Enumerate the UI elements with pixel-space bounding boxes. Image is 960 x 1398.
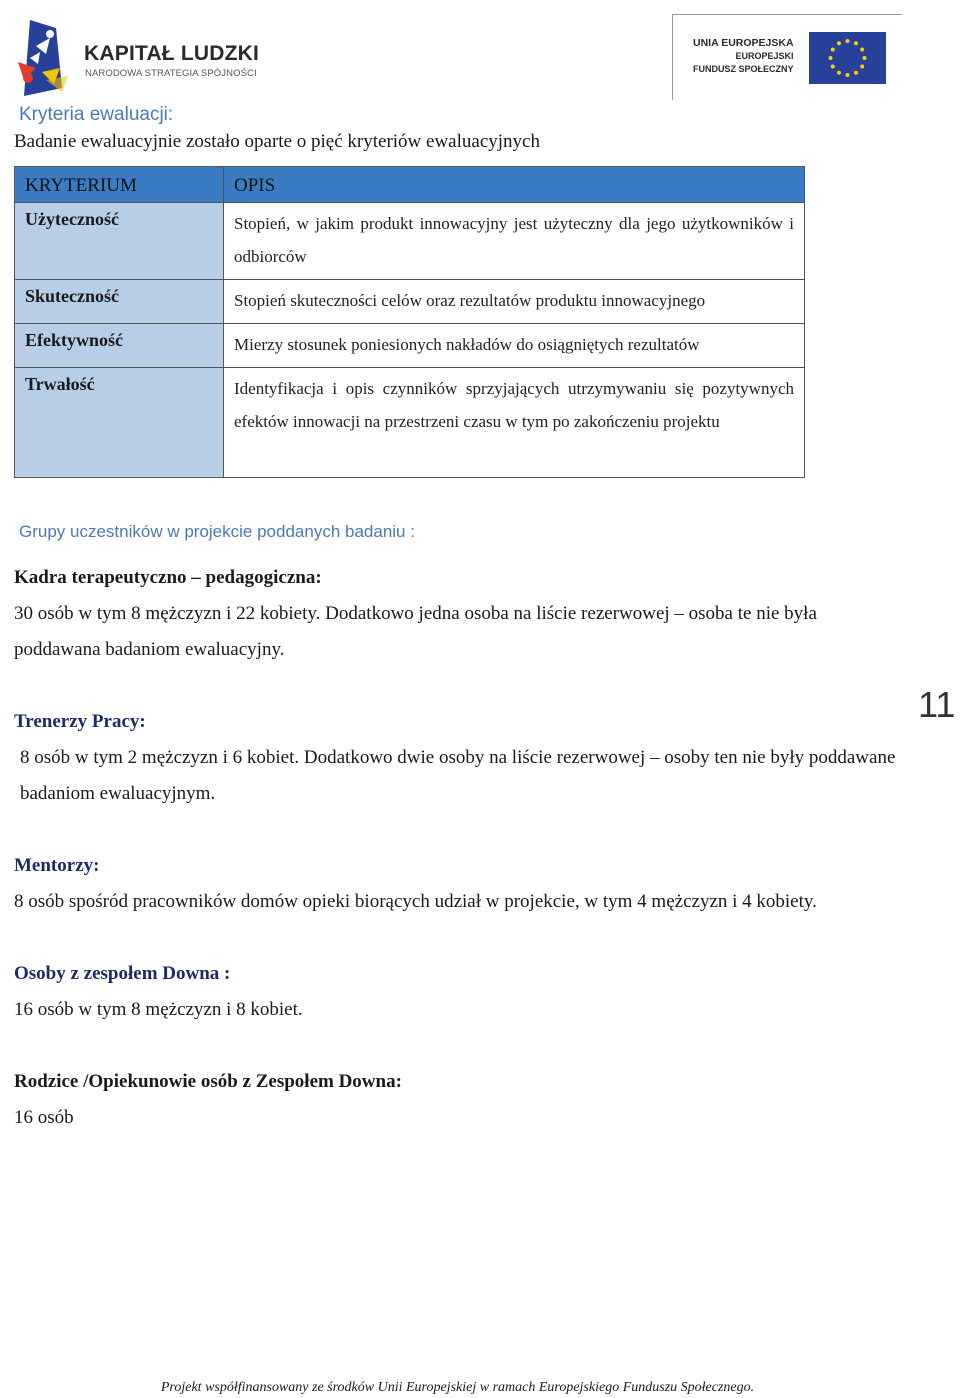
- table-row: [15, 368, 805, 478]
- eu-flag-icon: [809, 32, 886, 84]
- page-header: [0, 0, 960, 100]
- groups-heading: Grupy uczestników w projekcie poddanych badaniu :: [19, 522, 415, 541]
- kapital-ludzki-emblem-icon: [16, 18, 82, 98]
- eu-logo-text: [693, 37, 794, 76]
- criterion-name: Skuteczność: [15, 280, 224, 324]
- criterion-description: Stopień skuteczności celów oraz rezultatów produktu innowacyjnego: [224, 280, 805, 324]
- criteria-table: [14, 166, 805, 478]
- criteria-intro: Badanie ewaluacyjnie zostało oparte o pięć kryteriów ewaluacyjnych: [14, 131, 540, 152]
- table-row: [15, 324, 805, 368]
- header-opis: OPIS: [224, 167, 805, 203]
- criterion-description: Mierzy stosunek poniesionych nakładów do osiągniętych rezultatów: [224, 324, 805, 368]
- criterion-name: Efektywność: [15, 324, 224, 368]
- kapital-ludzki-title: KAPITAŁ LUDZKI: [84, 42, 260, 65]
- group-text-kadra: 30 osób w tym 8 mężczyzn i 22 kobiety. Dodatkowo jedna osoba na liście rezerwowej – osoba te nie była poddawana badaniom ewaluacyjny.: [14, 603, 817, 660]
- group-text-mentorzy: 8 osób spośród pracowników domów opieki biorących udział w projekcie, w tym 4 mężczyzn i 4 kobiety.: [14, 891, 817, 912]
- footer-note: Projekt współfinansowany ze środków Unii Europejskiej w ramach Europejskiego Funduszu Społecznego.: [160, 1380, 755, 1395]
- eu-logo-line2: EUROPEJSKI: [735, 51, 794, 61]
- criterion-name: Użyteczność: [15, 203, 224, 280]
- table-row: [15, 203, 805, 280]
- criteria-heading: Kryteria ewaluacji:: [19, 104, 174, 125]
- criterion-description: Identyfikacja i opis czynników sprzyjających utrzymywaniu się pozytywnych efektów innowacji na przestrzeni czasu w tym po zakończeniu projektu: [224, 368, 805, 478]
- group-label-kadra: Kadra terapeutyczno – pedagogiczna:: [14, 567, 322, 588]
- group-text-trenerzy: 8 osób w tym 2 mężczyzn i 6 kobiet. Dodatkowo dwie osoby na liście rezerwowej – osoby ten nie były poddawane badaniom ewaluacyjnym.: [20, 747, 896, 804]
- group-text-rodzice: 16 osób: [14, 1107, 74, 1128]
- criterion-description: Stopień, w jakim produkt innowacyjny jest użyteczny dla jego użytkowników i odbiorców: [224, 203, 805, 280]
- kapital-ludzki-logo: [16, 18, 266, 98]
- eu-efs-logo: [672, 14, 902, 100]
- group-text-osoby-downa: 16 osób w tym 8 mężczyzn i 8 kobiet.: [14, 999, 303, 1020]
- criterion-name: Trwałość: [15, 368, 224, 478]
- table-header-row: [15, 167, 805, 203]
- group-label-trenerzy: Trenerzy Pracy:: [14, 711, 146, 732]
- eu-logo-line1: UNIA EUROPEJSKA: [693, 37, 794, 49]
- page-number: 11: [918, 684, 956, 725]
- group-label-osoby-downa: Osoby z zespołem Downa :: [14, 963, 231, 984]
- table-row: [15, 280, 805, 324]
- kapital-ludzki-subtitle: NARODOWA STRATEGIA SPÓJNOŚCI: [85, 68, 257, 79]
- eu-logo-line3: FUNDUSZ SPOŁECZNY: [693, 64, 794, 74]
- header-kryterium: KRYTERIUM: [15, 167, 224, 203]
- group-label-rodzice: Rodzice /Opiekunowie osób z Zespołem Downa:: [14, 1071, 402, 1092]
- group-label-mentorzy: Mentorzy:: [14, 855, 100, 876]
